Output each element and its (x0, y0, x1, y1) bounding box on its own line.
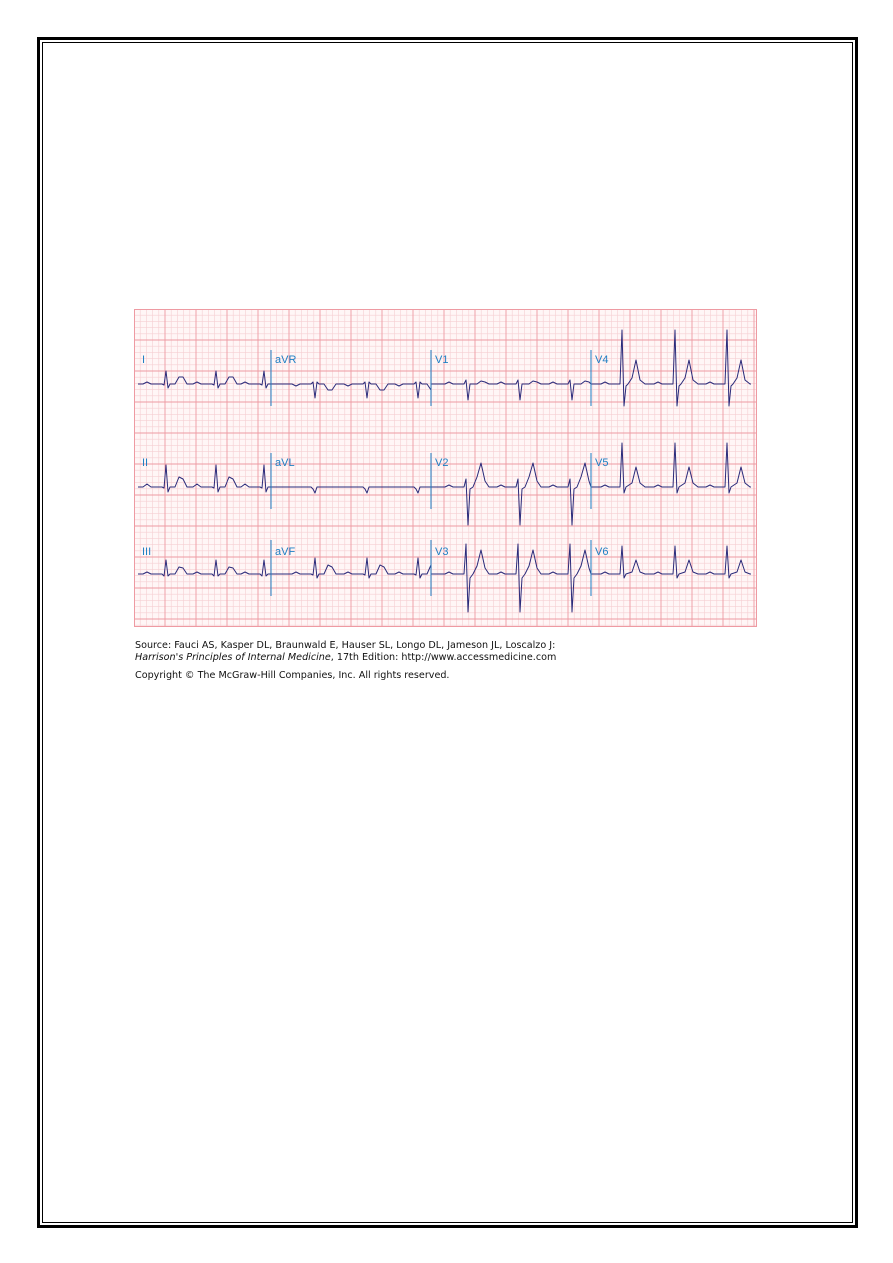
lead-label-V2: V2 (435, 457, 449, 469)
caption-copyright: Copyright © The McGraw-Hill Companies, Inc. All rights reserved. (135, 670, 450, 681)
lead-label-aVR: aVR (275, 354, 297, 366)
lead-label-V5: V5 (595, 457, 609, 469)
lead-label-aVL: aVL (275, 457, 295, 469)
caption-book-title: Harrison's Principles of Internal Medicine (135, 652, 331, 663)
lead-label-V3: V3 (435, 546, 449, 558)
page-border-inner (42, 42, 853, 1223)
lead-label-V6: V6 (595, 546, 609, 558)
lead-label-V4: V4 (595, 354, 609, 366)
lead-label-II: II (142, 457, 149, 469)
caption-edition: , 17th Edition: http://www.accessmedicine.com (330, 652, 557, 663)
lead-label-aVF: aVF (275, 546, 296, 558)
caption-source: Source: Fauci AS, Kasper DL, Braunwald E, Hauser SL, Longo DL, Jameson JL, Loscalzo J: (135, 640, 556, 651)
ecg-figure (134, 309, 757, 627)
lead-label-III: III (142, 546, 152, 558)
figure-caption (135, 640, 755, 682)
caption-citation (135, 652, 755, 664)
lead-label-V1: V1 (435, 354, 449, 366)
ecg-svg (134, 309, 757, 627)
lead-label-I: I (142, 354, 146, 366)
